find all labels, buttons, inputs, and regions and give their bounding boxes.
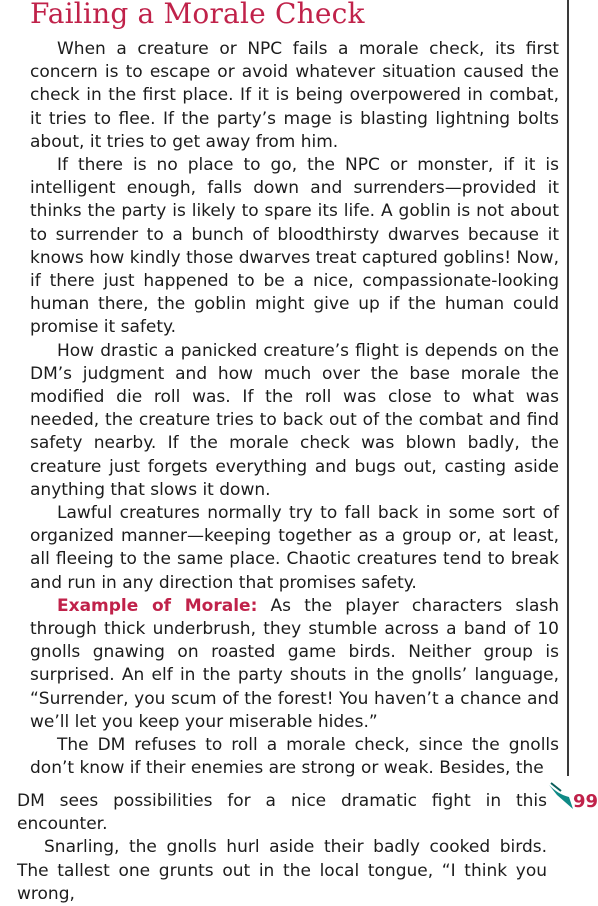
main-column [30, 38, 559, 781]
section-heading: Failing a Morale Check [30, 0, 365, 30]
example-text: As the player characters slash through thick underbrush, they stumble across a band of 10 gnolls gnawing on roasted game birds. Neither group is surprised. An elf in the party shouts in the gnolls’ language, “Surrender, you scum of the forest! You haven’t a chance and we’ll let you keep your miserable hides.” [30, 595, 559, 732]
example-label: Example of Morale: [57, 595, 258, 616]
example-paragraph [30, 595, 559, 734]
page-number: 99 [573, 791, 598, 812]
paragraph-flight: How drastic a panicked creature’s flight is depends on the DM’s judgment and how much over the base morale the modified die roll was. If the roll was close to what was needed, the creature tries to back out of the combat and find safety nearby. If the morale check was blown badly, the creature just forgets everything and bugs out, casting aside anything that slows it down. [30, 340, 559, 500]
paragraph-lawful-chaotic: Lawful creatures normally try to fall back in some sort of organized manner—keeping together as a group or, at least, all fleeing to the same place. Chaotic creatures tend to break and run in any direction that promises safety. [30, 503, 559, 593]
paragraph-continuation: DM sees possibilities for a nice dramatic fight in this encounter. [17, 791, 547, 835]
lower-text [17, 790, 547, 906]
paragraph-surrender: If there is no place to go, the NPC or monster, if it is intelligent enough, falls down and surrenders—provided it thinks the party is likely to spare its life. A goblin is not about to surrender to a bunch of bloodthirsty dwarves because it knows how kindly those dwarves treat captured goblins! Now, if there just happened to be a nice, compassionate-looking human there, the goblin might give up if the human could promise it safety. [30, 155, 559, 338]
paragraph-escape: When a creature or NPC fails a morale check, its first concern is to escape or avoid whatever situation caused the check in the first place. If it is being overpowered in combat, it tries to flee. If the party’s mage is blasting lightning bolts about, it tries to get away from him. [30, 39, 559, 152]
paragraph-snarling: Snarling, the gnolls hurl aside their badly cooked birds. The tallest one grunts out in the local tongue, “I think you wrong, [17, 837, 547, 904]
paragraph-dm-refuses: The DM refuses to roll a morale check, since the gnolls don’t know if their enemies are strong or weak. Besides, the [30, 735, 559, 779]
column-rule [567, 0, 569, 776]
